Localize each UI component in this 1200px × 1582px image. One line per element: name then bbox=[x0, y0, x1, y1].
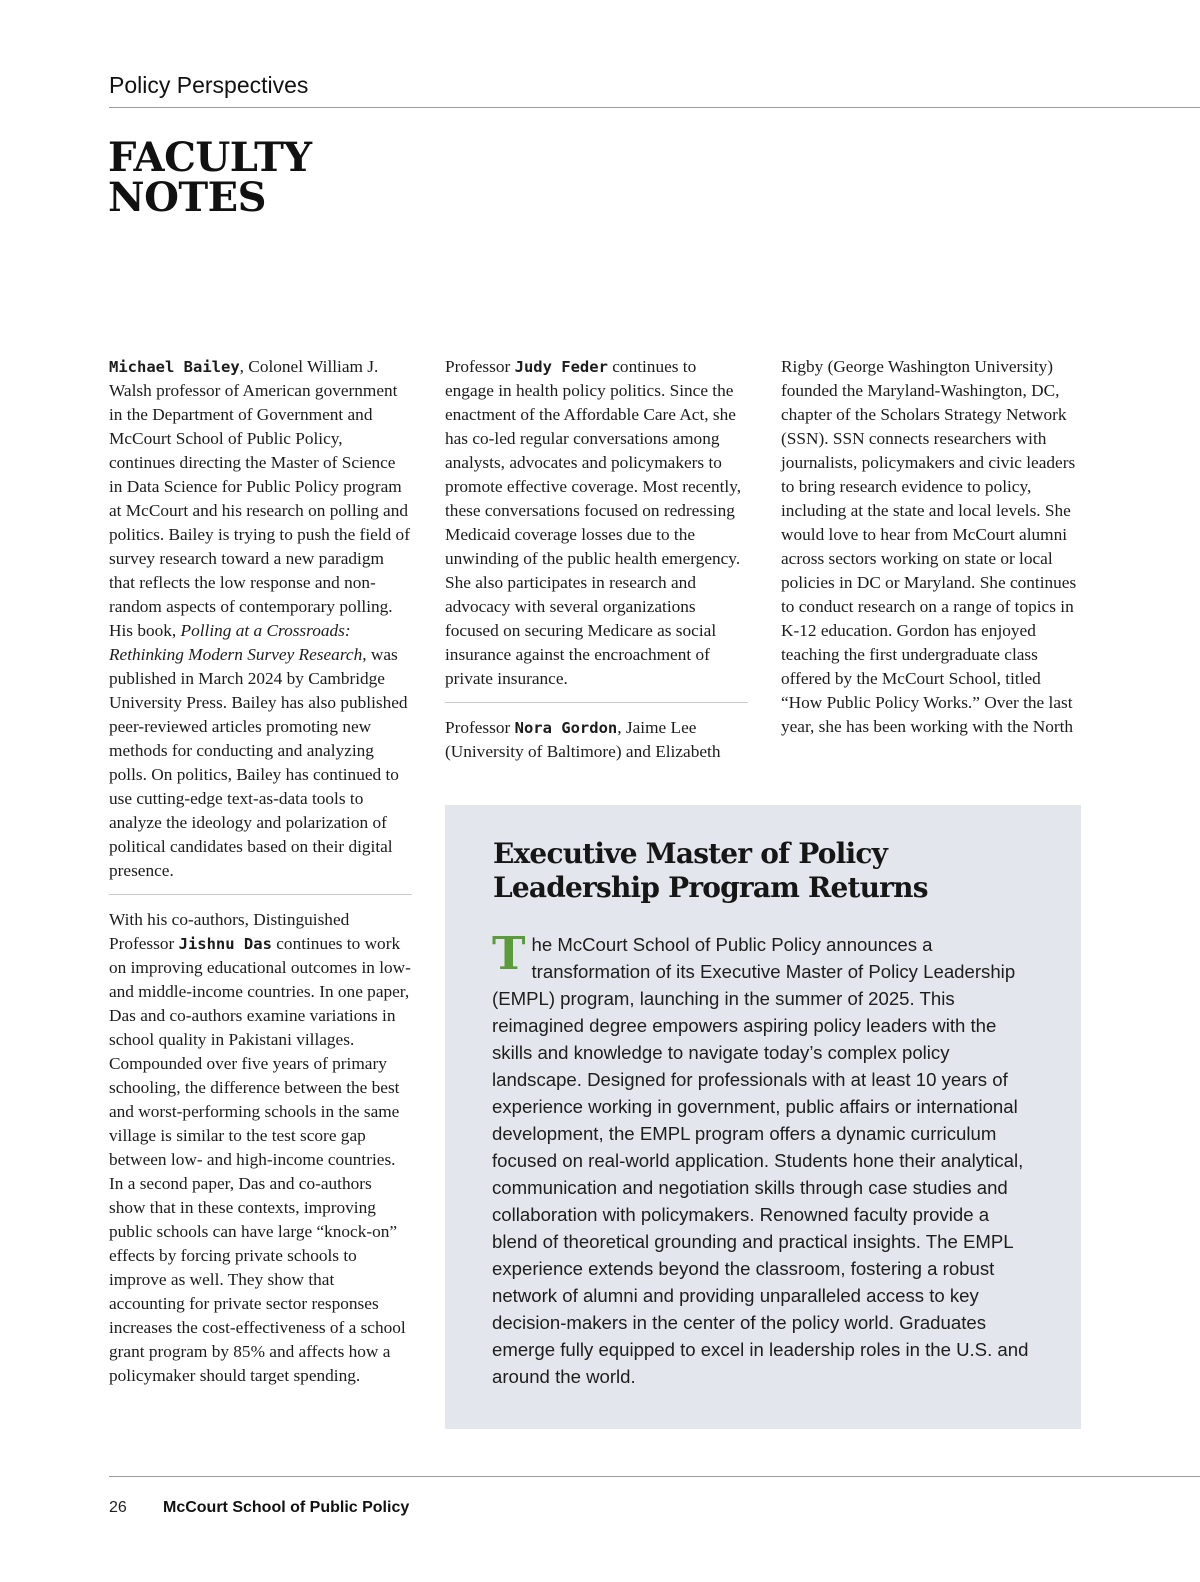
empl-sidebar bbox=[445, 805, 1081, 1429]
gordon-text-col2: , Jaime Lee (University of Baltimore) and Elizabeth bbox=[445, 718, 721, 761]
das-name: Jishnu Das bbox=[178, 935, 272, 953]
feder-paragraph bbox=[445, 355, 748, 691]
page-title-line-2: NOTES bbox=[108, 174, 267, 221]
gordon-pre: Professor bbox=[445, 718, 515, 737]
feder-pre: Professor bbox=[445, 357, 515, 376]
page-title bbox=[108, 134, 312, 221]
column-1 bbox=[109, 355, 412, 1388]
sidebar-body bbox=[492, 927, 1037, 1390]
gordon-name: Nora Gordon bbox=[514, 719, 618, 737]
sidebar-body-text: he McCourt School of Public Policy announces a transformation of its Executive Master of Policy Leadership (EMPL) program, launching in the summer of 2025. This reimagined degree empowers aspiring policy leaders with the skills and knowledge to navigate today’s complex policy landscape. Designed for professionals with at least 10 years of experience working in government, public affairs or international development, the EMPL program offers a dynamic curriculum focused on real-world application. Students hone their analytical, communication and negotiation skills through case studies and collaboration with policymakers. Renowned faculty provide a blend of theoretical grounding and practical insights. The EMPL experience extends beyond the classroom, fostering a robust network of alumni and providing unparalleled access to key decision-makers in the center of the policy world. Graduates emerge fully equipped to excel in leadership roles in the U.S. and around the world. bbox=[492, 934, 1029, 1387]
page-title-line-1: FACULTY bbox=[108, 134, 312, 181]
column-3 bbox=[781, 355, 1084, 739]
gordon-paragraph-continued: Rigby (George Washington University) founded the Maryland-Washington, DC, chapter of the Scholars Strategy Network (SSN). SSN connects researchers with journalists, policymakers and civic leaders to bring research evidence to policy, including at the state and local levels. She would love to hear from McCourt alumni across sectors working on state or local policies in DC or Maryland. She continues to conduct research on a range of topics in K-12 education. Gordon has enjoyed teaching the first undergraduate class offered by the McCourt School, titled “How Public Policy Works.” Over the last year, she has been working with the North bbox=[781, 357, 1077, 736]
section-label: Policy Perspectives bbox=[109, 72, 309, 98]
bailey-book-title: Polling at a Crossroads: Rethinking Modern Survey Research bbox=[109, 621, 363, 664]
bailey-text-1: , Colonel William J. Walsh professor of American government in the Department of Government and McCourt School of Public Policy, continues directing the Master of Science in Data Science for Public Policy program at McCourt and his research on polling and politics. Bailey is trying to push the field of survey research toward a new paradigm that reflects the low response and non-random aspects of contemporary polling. His book, bbox=[109, 357, 410, 640]
page-number: 26 bbox=[109, 1499, 127, 1516]
das-paragraph bbox=[109, 908, 412, 1388]
bailey-name: Michael Bailey bbox=[109, 358, 240, 376]
footer-publication: McCourt School of Public Policy bbox=[163, 1499, 410, 1516]
sidebar-title bbox=[493, 837, 1053, 905]
feder-text: continues to engage in health policy politics. Since the enactment of the Affordable Care Act, she has co-led regular conversations among analysts, advocates and policymakers to promote effective coverage. Most recently, these conversations focused on redressing Medicaid coverage losses due to the unwinding of the public health emergency. She also participates in research and advocacy with several organizations focused on securing Medicare as social insurance against the encroachment of private insurance. bbox=[445, 357, 742, 688]
das-text: continues to work on improving educational outcomes in low- and middle-income countries. In one paper, Das and co-authors examine variations in school quality in Pakistani villages. Compounded over five years of primary schooling, the difference between the best and worst-performing schools in the same village is similar to the test score gap between low- and high-income countries. In a second paper, Das and co-authors show that in these contexts, improving public schools can have large “knock-on” effects by forcing private schools to improve as well. They show that accounting for private sector responses increases the cost-effectiveness of a school grant program by 85% and affects how a policymaker should target spending. bbox=[109, 934, 411, 1385]
footer-divider bbox=[109, 1476, 1200, 1477]
column-2 bbox=[445, 355, 748, 764]
sidebar-title-line-2: Leadership Program Returns bbox=[493, 871, 928, 904]
gordon-paragraph-start bbox=[445, 716, 748, 764]
feder-name: Judy Feder bbox=[514, 358, 608, 376]
paragraph-divider bbox=[445, 702, 748, 703]
bailey-paragraph bbox=[109, 355, 412, 883]
sidebar-title-line-1: Executive Master of Policy bbox=[493, 837, 888, 870]
drop-cap: T bbox=[492, 927, 526, 980]
paragraph-divider bbox=[109, 894, 412, 895]
header-divider bbox=[109, 107, 1200, 108]
das-pre: With his co-authors, Distinguished Professor bbox=[109, 910, 350, 953]
bailey-text-2: , was published in March 2024 by Cambridge University Press. Bailey has also published peer-reviewed articles promoting new methods for conducting and analyzing polls. On politics, Bailey has continued to use cutting-edge text-as-data tools to analyze the ideology and polarization of political candidates based on their digital presence. bbox=[109, 645, 408, 880]
